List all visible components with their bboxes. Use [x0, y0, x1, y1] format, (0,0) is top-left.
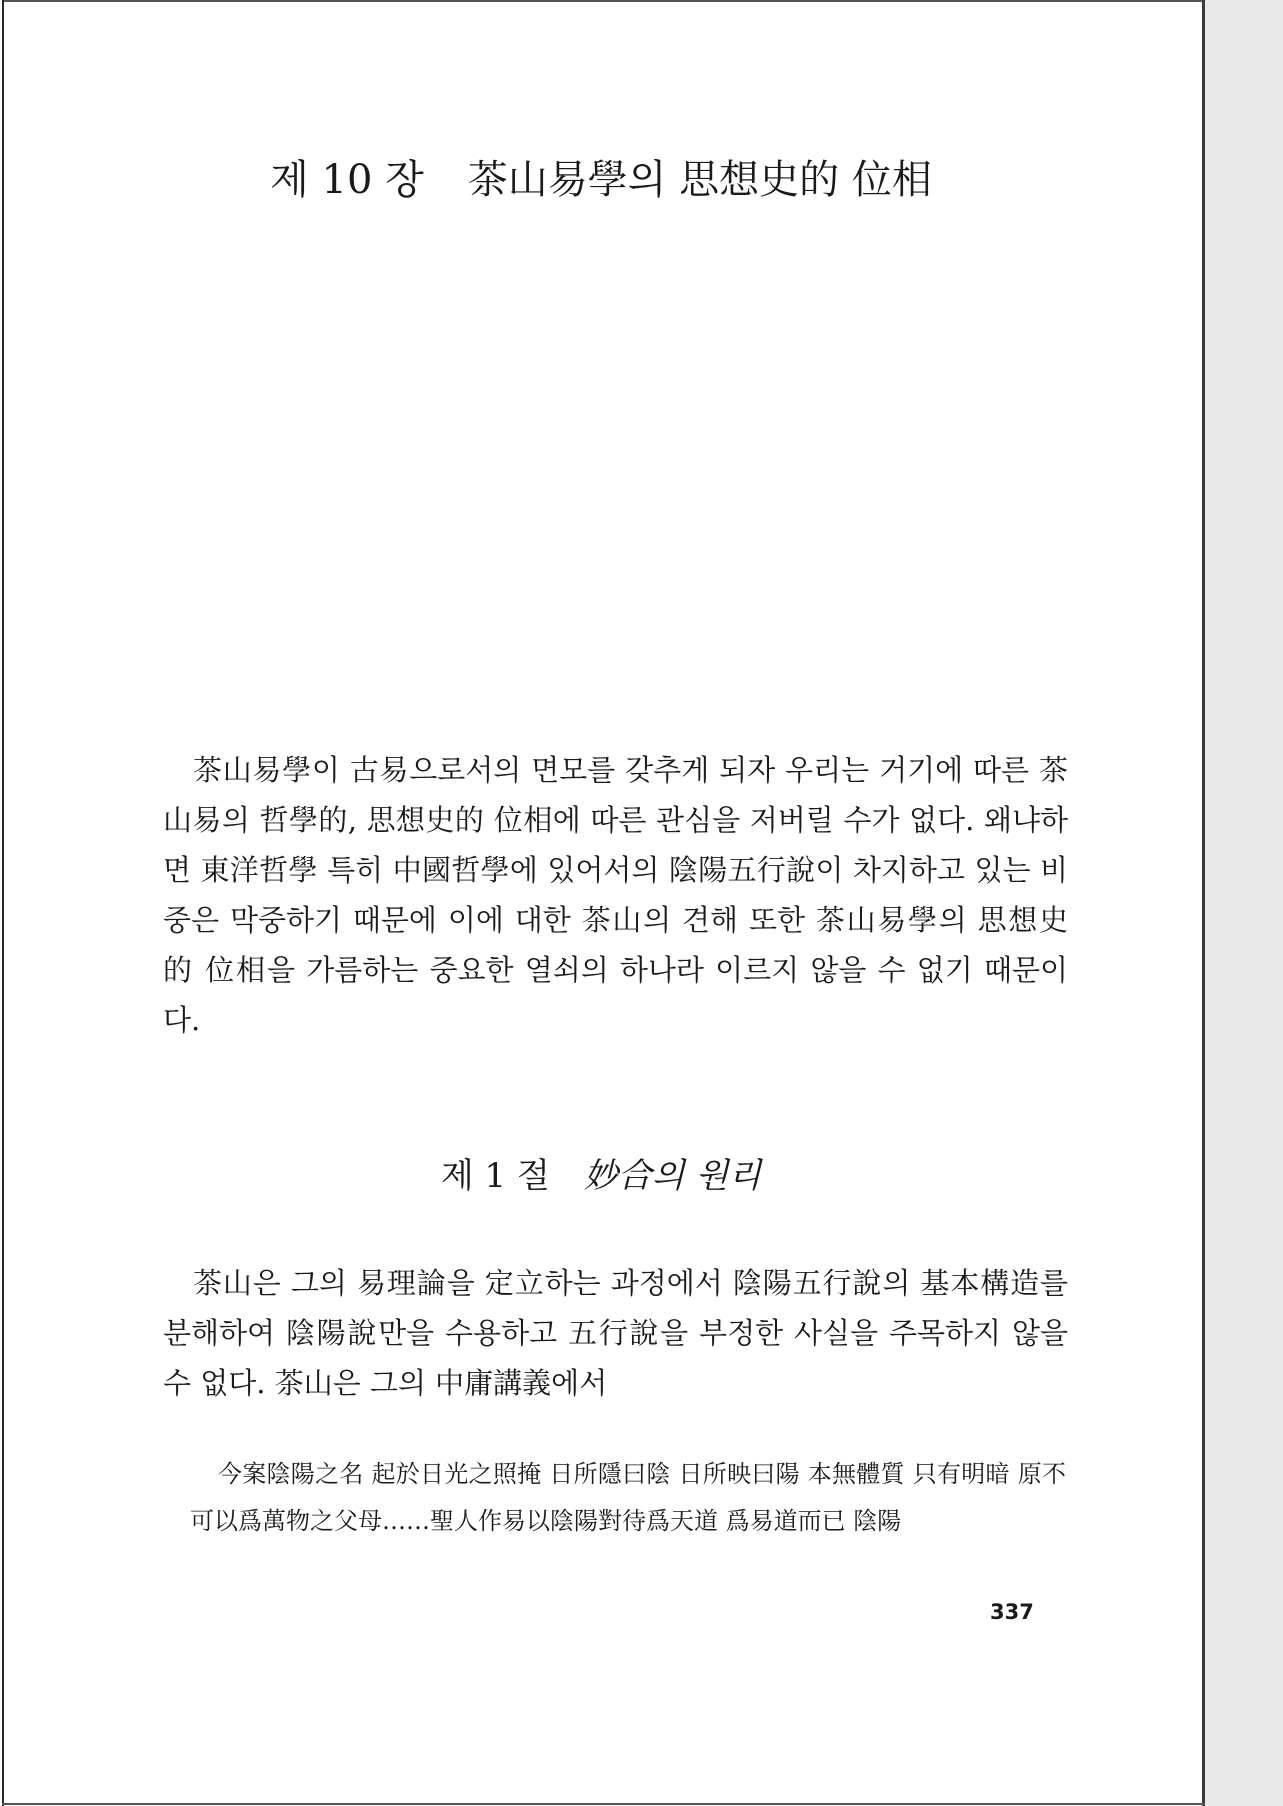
chapter-heading [0, 148, 1202, 205]
page-edge-top [2, 0, 1204, 2]
classical-quotation: 今案陰陽之名 起於日光之照掩 日所隱曰陰 日所映曰陽 本無體質 只有明暗 原不可以爲萬物之父母……聖人作易以陰陽對待爲天道 爲易道而已 陰陽 [190, 1460, 1066, 1535]
page-edge-left [2, 0, 4, 1806]
viewer-gutter [1205, 0, 1283, 1806]
intro-paragraph: 茶山易學이 古易으로서의 면모를 갖추게 되자 우리는 거기에 따른 茶山易의 哲學的, 思想史的 位相에 따른 관심을 저버릴 수가 없다. 왜냐하면 東洋哲學 특히 中國哲學에 있어서의 陰陽五行說이 차지하고 있는 비중은 막중하기 때문에 이에 대한 茶山의 견해 또한 茶山易學의 思想史的 位相을 가름하는 중요한 열쇠의 하나라 이르지 않을 수 없기 때문이다. [163, 753, 1068, 1037]
section-title: 妙合의 원리 [583, 1156, 762, 1196]
section-heading [0, 1148, 1202, 1197]
chapter-title: 茶山易學의 思想史的 位相 [467, 157, 932, 203]
chapter-number: 제 10 장 [270, 157, 424, 203]
page-edge-bottom [2, 1803, 1205, 1805]
section-number: 제 1 절 [440, 1156, 550, 1196]
page-number: 337 [990, 1600, 1034, 1624]
body-paragraph: 茶山은 그의 易理論을 定立하는 과정에서 陰陽五行說의 基本構造를 분해하여 陰陽說만을 수용하고 五行說을 부정한 사실을 주목하지 않을 수 없다. 茶山은 그의 中庸講義에서 [163, 1266, 1068, 1400]
